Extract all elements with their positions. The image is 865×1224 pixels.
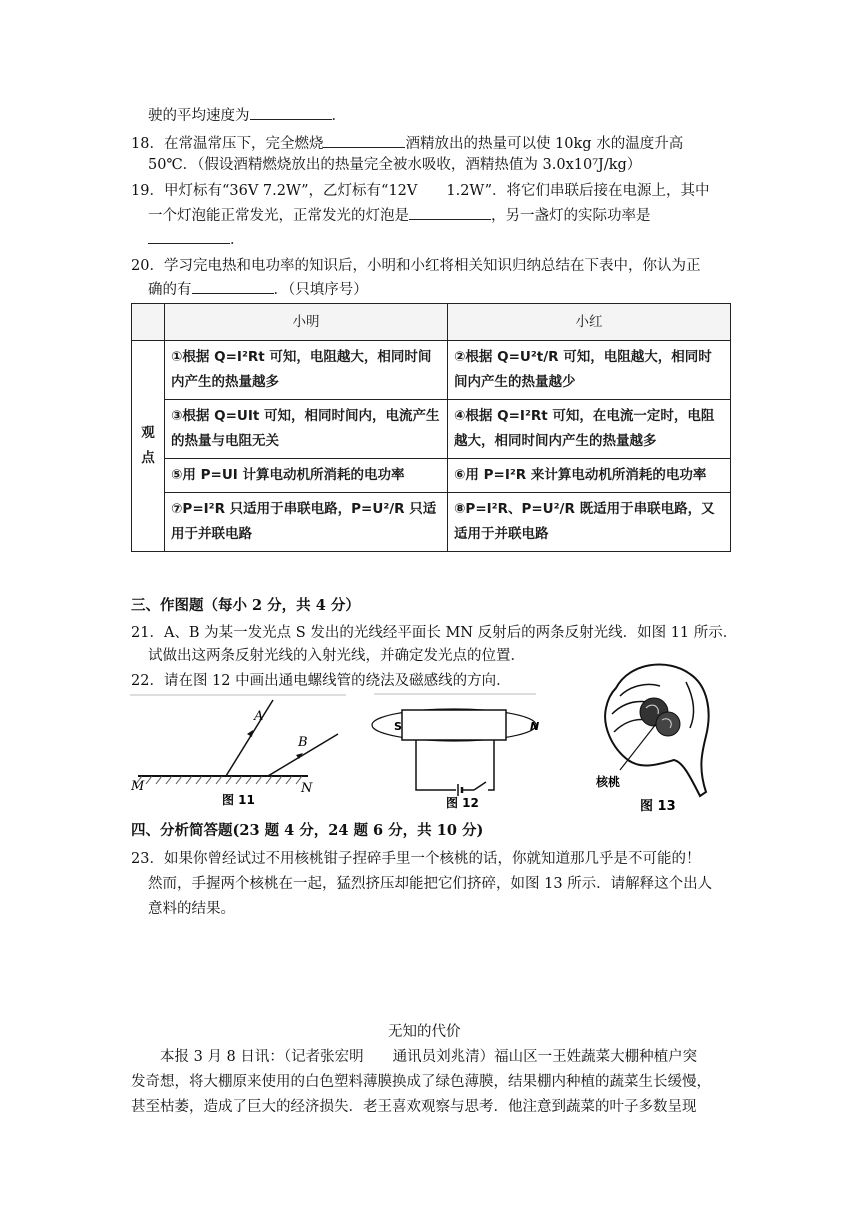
q20-line2: 确的有 ．（只填序号） (148, 279, 368, 300)
label-m: M (131, 779, 145, 794)
article-line3: 甚至枯萎，造成了巨大的经济损失．老王喜欢观察与思考．他注意到蔬菜的叶子多数呈现 (131, 1099, 697, 1115)
table-cell: ⑦P=I²R 只适用于串联电路，P=U²/R 只适用于并联电路 (165, 493, 448, 552)
answer-blank[interactable] (192, 279, 274, 294)
q17-tail: 驶的平均速度为 ． (148, 105, 346, 126)
header-xiaoming: 小明 (165, 304, 448, 341)
figure-12 (364, 690, 544, 812)
figure-13 (590, 652, 722, 818)
table-cell: ①根据 Q=I²Rt 可知，电阻越大，相同时间内产生的热量越多 (165, 341, 448, 400)
label-n: N (530, 720, 540, 733)
answer-blank[interactable] (409, 205, 491, 220)
article-line1: 本报 3 月 8 日讯：（记者张宏明 通讯员刘兆清）福山区一王姓蔬菜大棚种植户突 (160, 1049, 698, 1065)
table-cell: ⑤用 P=UI 计算电动机所消耗的电功率 (165, 459, 448, 493)
header-xiaohong: 小红 (448, 304, 731, 341)
section-4-heading: 四、分析简答题(23 题 4 分，24 题 6 分，共 10 分) (131, 822, 484, 839)
answer-blank[interactable] (250, 105, 332, 120)
label-n: N (301, 781, 313, 796)
q21-line2: 试做出这两条反射光线的入射光线，并确定发光点的位置． (148, 648, 525, 664)
label-a: A (254, 709, 264, 724)
section-3-heading: 三、作图题（每小 2 分，共 4 分） (131, 597, 360, 614)
viewpoint-table (131, 303, 731, 552)
table-cell: ⑥用 P=I²R 来计算电动机所消耗的电功率 (448, 459, 731, 493)
q19-line3: ． (148, 229, 245, 250)
figure-11-caption: 图 11 (222, 793, 255, 807)
table-cell: ②根据 Q=U²t/R 可知，电阻越大，相同时间内产生的热量越少 (448, 341, 731, 400)
figure-12-caption: 图 12 (446, 796, 479, 810)
ray-a (226, 700, 273, 776)
walnut-icon (656, 712, 680, 736)
answer-blank[interactable] (323, 133, 405, 148)
label-s: S (394, 720, 402, 733)
q20-line1: 20．学习完电热和电功率的知识后，小明和小红将相关知识归纳总结在下表中，你认为正 (131, 258, 701, 274)
q19-line2: 一个灯泡能正常发光，正常发光的灯泡是 ，另一盏灯的实际功率是 (148, 205, 651, 226)
article-title: 无知的代价 (388, 1024, 461, 1040)
solenoid (402, 710, 506, 740)
table-cell: ⑧P=I²R、P=U²/R 既适用于串联电路，又适用于并联电路 (448, 493, 731, 552)
table-cell: ③根据 Q=UIt 可知，相同时间内，电流产生的热量与电阻无关 (165, 400, 448, 459)
q23-line3: 意料的结果。 (148, 901, 235, 917)
side-label: 观点 (132, 341, 165, 552)
answer-blank[interactable] (148, 229, 230, 244)
label-b: B (298, 735, 308, 750)
q19-line1: 19．甲灯标有“36V 7.2W”，乙灯标有“12V 1.2W”．将它们串联后接在电源上，其中 (131, 183, 710, 199)
q23-line2: 然而，手握两个核桃在一起，猛烈挤压却能把它们挤碎，如图 13 所示．请解释这个出人 (148, 876, 713, 892)
walnut-label: 核桃 (596, 775, 621, 789)
table-corner (132, 304, 165, 341)
q18-line1: 18．在常温常压下，完全燃烧 酒精放出的热量可以使 10kg 水的温度升高 (131, 133, 683, 154)
q22-text: 22．请在图 12 中画出通电螺线管的绕法及磁感线的方向． (131, 673, 511, 689)
q23-line1: 23．如果你曾经试过不用核桃钳子捏碎手里一个核桃的话，你就知道那几乎是不可能的！ (131, 851, 701, 867)
figure-13-caption: 图 13 (640, 799, 676, 814)
q18-line2: 50℃．（假设酒精燃烧放出的热量完全被水吸收，酒精热值为 3.0x10⁷J/kg） (148, 157, 642, 173)
figure-11 (128, 692, 348, 810)
hand-outline (605, 665, 708, 796)
article-line2: 发奇想，将大棚原来使用的白色塑料薄膜换成了绿色薄膜，结果棚内种植的蔬菜生长缓慢， (131, 1074, 711, 1090)
q21-line1: 21．A、B 为某一发光点 S 发出的光线经平面长 MN 反射后的两条反射光线．如图 11 所示． (131, 625, 738, 641)
table-cell: ④根据 Q=I²Rt 可知，在电流一定时，电阻越大，相同时间内产生的热量越多 (448, 400, 731, 459)
